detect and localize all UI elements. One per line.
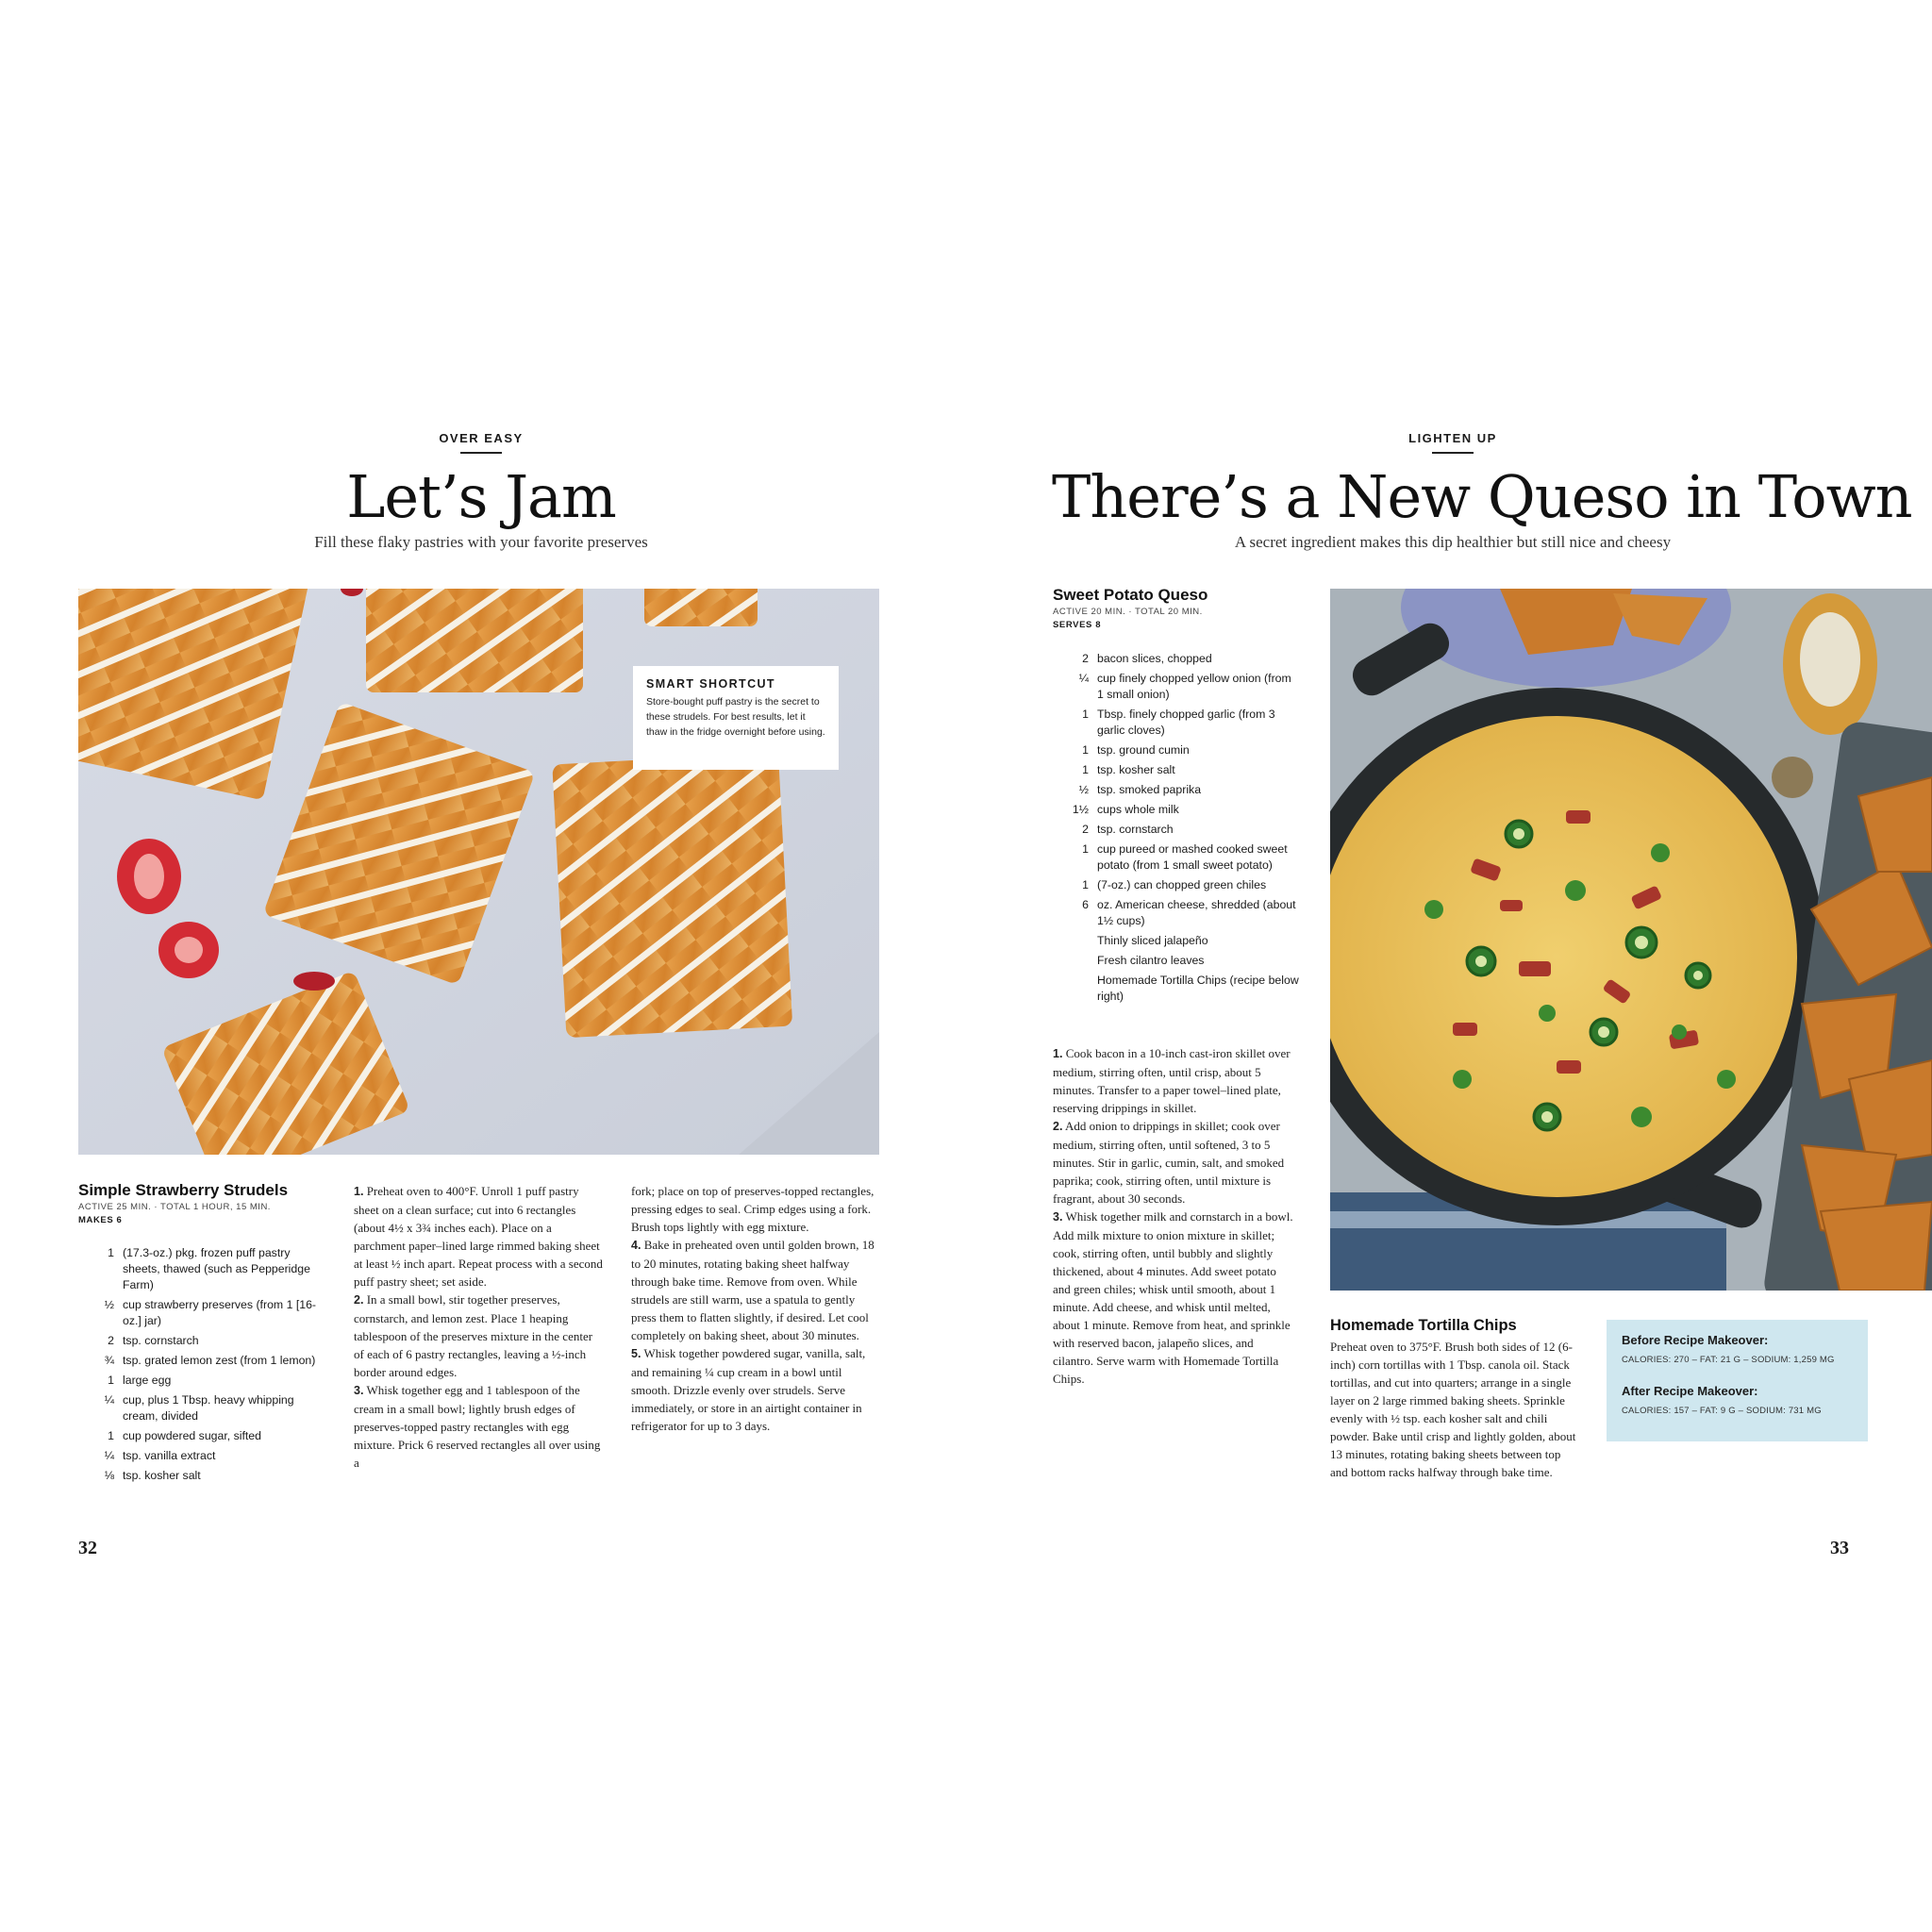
recipe-step xyxy=(1053,1044,1294,1117)
ingredient-text: tsp. kosher salt xyxy=(123,1469,201,1482)
queso-steps xyxy=(1053,1044,1294,1388)
ingredient-text: Tbsp. finely chopped garlic (from 3 garlic cloves) xyxy=(1097,708,1275,737)
ingredient-item xyxy=(1053,742,1300,758)
before-makeover-heading: Before Recipe Makeover: xyxy=(1622,1333,1769,1347)
queso-timing: ACTIVE 20 MIN. · TOTAL 20 MIN. xyxy=(1053,607,1203,617)
ingredient-text: bacon slices, chopped xyxy=(1097,652,1212,665)
step-number: 2. xyxy=(1053,1120,1063,1133)
ingredient-quantity: 1 xyxy=(108,1429,114,1442)
ingredient-item xyxy=(1053,841,1300,874)
strudel-recipe-title: Simple Strawberry Strudels xyxy=(78,1181,289,1199)
step-text: In a small bowl, stir together preserves, cornstarch, and lemon zest. Place 1 heaping tablespoon of the preserves mixture in the center of each of 6 pastry rectangles, leaving a ½-inch border around edges. xyxy=(354,1292,593,1379)
strudel-steps-column-2 xyxy=(631,1182,881,1435)
recipe-step xyxy=(631,1344,881,1435)
smart-shortcut-heading: SMART SHORTCUT xyxy=(646,677,775,691)
ingredient-text: large egg xyxy=(123,1374,172,1387)
step-text: fork; place on top of preserves-topped rectangles, pressing edges to seal. Crimp edges using a fork. Brush tops lightly with egg mixture. xyxy=(631,1184,874,1234)
ingredient-quantity: 1 xyxy=(108,1374,114,1387)
queso-recipe-title: Sweet Potato Queso xyxy=(1053,586,1208,604)
step-number: 1. xyxy=(354,1185,364,1198)
ingredient-quantity: 1 xyxy=(108,1246,114,1259)
ingredient-quantity: ½ xyxy=(1078,783,1089,796)
step-text: Preheat oven to 400°F. Unroll 1 puff pastry sheet on a clean surface; cut into 6 rectangles (about 4½ x 3¾ inches each). Place on a parchment paper–lined large rimmed baking sheet at least ½ inch apart. Repeat process with a second puff pastry sheet; set aside. xyxy=(354,1184,603,1289)
tortilla-chips-title: Homemade Tortilla Chips xyxy=(1330,1317,1517,1334)
recipe-step xyxy=(354,1381,604,1472)
ingredient-item xyxy=(78,1392,324,1424)
ingredient-item xyxy=(1053,707,1300,739)
ingredient-text: Homemade Tortilla Chips (recipe below right) xyxy=(1097,974,1299,1003)
after-makeover-heading: After Recipe Makeover: xyxy=(1622,1384,1758,1398)
step-number: 1. xyxy=(1053,1047,1063,1060)
step-text: Add onion to drippings in skillet; cook over medium, stirring often, until softened, 3 to 5 minutes. Stir in garlic, cumin, salt, and smoked paprika; cook, stirring often, until mixture is fragrant, about 30 seconds. xyxy=(1053,1119,1285,1206)
step-number: 3. xyxy=(1053,1210,1063,1224)
recipe-step xyxy=(631,1182,881,1236)
ingredient-item xyxy=(78,1353,324,1369)
smart-shortcut-text: Store-bought puff pastry is the secret to these strudels. For best results, let it thaw in the fridge overnight before using. xyxy=(646,696,825,738)
step-number: 2. xyxy=(354,1293,364,1307)
queso-photo xyxy=(1330,589,1932,1291)
ingredient-text: (17.3-oz.) pkg. frozen puff pastry sheets, thawed (such as Pepperidge Farm) xyxy=(123,1246,310,1291)
page-number-left: 32 xyxy=(78,1538,97,1558)
ingredient-item xyxy=(78,1297,324,1329)
ingredient-quantity: 6 xyxy=(1082,898,1089,911)
ingredient-text: tsp. grated lemon zest (from 1 lemon) xyxy=(123,1354,316,1367)
ingredient-text: Fresh cilantro leaves xyxy=(1097,954,1205,967)
ingredient-item xyxy=(1053,897,1300,929)
ingredient-item xyxy=(1053,877,1300,893)
left-kicker-rule xyxy=(460,452,502,454)
ingredient-quantity xyxy=(1053,933,1097,949)
ingredient-item xyxy=(1053,822,1300,838)
right-subtitle: A secret ingredient makes this dip healthier but still nice and cheesy xyxy=(1234,533,1672,551)
ingredient-item xyxy=(78,1333,324,1349)
ingredient-item xyxy=(1053,802,1300,818)
ingredient-item xyxy=(1053,762,1300,778)
ingredient-item xyxy=(78,1373,324,1389)
ingredient-quantity: 1 xyxy=(1082,763,1089,776)
ingredient-quantity: ¼ xyxy=(104,1393,114,1407)
smart-shortcut-box xyxy=(633,666,839,770)
ingredient-text: Thinly sliced jalapeño xyxy=(1097,934,1208,947)
ingredient-quantity: 2 xyxy=(108,1334,114,1347)
ingredient-text: cup finely chopped yellow onion (from 1 small onion) xyxy=(1097,672,1291,701)
ingredient-text: (7-oz.) can chopped green chiles xyxy=(1097,878,1267,891)
ingredient-text: cup, plus 1 Tbsp. heavy whipping cream, divided xyxy=(123,1393,294,1423)
ingredient-quantity: 1 xyxy=(1082,878,1089,891)
step-number: 4. xyxy=(631,1239,641,1252)
ingredient-quantity: 2 xyxy=(1082,823,1089,836)
ingredient-text: tsp. ground cumin xyxy=(1097,743,1190,757)
ingredient-item xyxy=(1053,973,1300,1005)
tortilla-chips-section xyxy=(1330,1317,1580,1481)
recipe-step xyxy=(631,1236,881,1344)
strudel-recipe-header xyxy=(78,1181,324,1225)
ingredient-text: tsp. kosher salt xyxy=(1097,763,1175,776)
ingredient-item xyxy=(1053,953,1300,969)
ingredient-item xyxy=(1053,651,1300,667)
recipe-step xyxy=(354,1182,604,1291)
ingredient-item xyxy=(78,1468,324,1484)
recipe-step xyxy=(1053,1117,1294,1208)
ingredient-item xyxy=(78,1448,324,1464)
ingredient-text: tsp. cornstarch xyxy=(1097,823,1174,836)
ingredient-item xyxy=(1053,782,1300,798)
right-page-title: There’s a New Queso in Town xyxy=(1052,462,1912,531)
before-makeover-stats: CALORIES: 270 – FAT: 21 G – SODIUM: 1,259 MG xyxy=(1622,1355,1835,1365)
strudel-yield: MAKES 6 xyxy=(78,1215,123,1225)
ingredient-item xyxy=(1053,671,1300,703)
queso-yield: SERVES 8 xyxy=(1053,620,1102,630)
step-number: 5. xyxy=(631,1347,641,1360)
ingredient-item xyxy=(78,1245,324,1293)
strudel-ingredient-list xyxy=(78,1245,324,1488)
ingredient-quantity: ¾ xyxy=(104,1354,114,1367)
ingredient-text: tsp. vanilla extract xyxy=(123,1449,216,1462)
ingredient-item xyxy=(1053,933,1300,949)
ingredient-quantity: 1½ xyxy=(1072,803,1089,816)
ingredient-quantity: ¼ xyxy=(1078,672,1089,685)
strudel-photo xyxy=(78,589,879,1155)
ingredient-text: cup powdered sugar, sifted xyxy=(123,1429,261,1442)
ingredient-quantity: ¼ xyxy=(104,1449,114,1462)
queso-recipe-header xyxy=(1053,586,1307,630)
after-makeover-stats: CALORIES: 157 – FAT: 9 G – SODIUM: 731 MG xyxy=(1622,1406,1822,1416)
tortilla-chips-text: Preheat oven to 375°F. Brush both sides of 12 (6-inch) corn tortillas with 1 Tbsp. canola oil. Stack tortillas, and cut into quarters; arrange in a single layer on 2 large rimmed baking sheets. Sprinkle evenly with ½ tsp. each kosher salt and chili powder. Bake until crisp and lightly golden, about 13 minutes, rotating baking sheets between top and bottom racks halfway through bake time. xyxy=(1330,1340,1576,1479)
ingredient-quantity: ½ xyxy=(104,1298,114,1311)
ingredient-text: tsp. smoked paprika xyxy=(1097,783,1202,796)
recipe-step xyxy=(1053,1208,1294,1388)
left-subtitle: Fill these flaky pastries with your favorite preserves xyxy=(314,533,648,551)
ingredient-text: oz. American cheese, shredded (about 1½ cups) xyxy=(1097,898,1296,927)
right-kicker: LIGHTEN UP xyxy=(1408,431,1497,445)
queso-ingredient-list xyxy=(1053,651,1300,1008)
page-number-right: 33 xyxy=(1830,1538,1849,1558)
ingredient-quantity: 1 xyxy=(1082,842,1089,856)
ingredient-text: cup pureed or mashed cooked sweet potato (from 1 small sweet potato) xyxy=(1097,842,1288,872)
ingredient-quantity xyxy=(1053,973,1097,1005)
step-text: Whisk together egg and 1 tablespoon of the cream in a small bowl; lightly brush edges of preserves-topped pastry rectangles with egg mixture. Prick 6 reserved rectangles all over using a xyxy=(354,1383,601,1470)
ingredient-quantity xyxy=(1053,953,1097,969)
recipe-makeover-box xyxy=(1607,1320,1868,1441)
ingredient-text: cups whole milk xyxy=(1097,803,1179,816)
step-text: Cook bacon in a 10-inch cast-iron skillet over medium, stirring often, until crisp, about 5 minutes. Transfer to a paper towel–lined plate, reserving drippings in skillet. xyxy=(1053,1046,1291,1115)
step-text: Whisk together milk and cornstarch in a bowl. Add milk mixture to onion mixture in skillet; cook, stirring often, until bubbly and slightly thickened, about 4 minutes. Add sweet potato and green chiles; whisk until smooth, about 1 minute. Add cheese, and whisk until melted, about 1 minute. Remove from heat, and sprinkle with reserved bacon, jalapeño slices, and cilantro. Serve warm with Homemade Tortilla Chips. xyxy=(1053,1209,1293,1386)
right-kicker-rule xyxy=(1432,452,1474,454)
ingredient-item xyxy=(78,1428,324,1444)
step-text: Bake in preheated oven until golden brown, 18 to 20 minutes, rotating baking sheet halfway through bake time. Remove from oven. While strudels are still warm, use a spatula to gently press them to flatten slightly, if desired. Let cool completely on baking sheet, about 30 minutes. xyxy=(631,1238,874,1342)
ingredient-text: tsp. cornstarch xyxy=(123,1334,199,1347)
step-number: 3. xyxy=(354,1384,364,1397)
step-text: Whisk together powdered sugar, vanilla, salt, and remaining ¼ cup cream in a bowl until smooth. Drizzle evenly over strudels. Serve immediately, or store in an airtight container in refrigerator for up to 3 days. xyxy=(631,1346,866,1433)
ingredient-quantity: 2 xyxy=(1082,652,1089,665)
ingredient-quantity: ⅛ xyxy=(104,1469,114,1482)
left-page-title: Let’s Jam xyxy=(346,462,616,531)
strudel-timing: ACTIVE 25 MIN. · TOTAL 1 HOUR, 15 MIN. xyxy=(78,1202,271,1212)
queso-illustration xyxy=(1330,589,1932,1291)
strudel-steps-column-1 xyxy=(354,1182,604,1472)
left-kicker: OVER EASY xyxy=(439,431,524,445)
ingredient-quantity: 1 xyxy=(1082,743,1089,757)
ingredient-quantity: 1 xyxy=(1082,708,1089,721)
recipe-step xyxy=(354,1291,604,1381)
ingredient-text: cup strawberry preserves (from 1 [16-oz.] jar) xyxy=(123,1298,317,1327)
